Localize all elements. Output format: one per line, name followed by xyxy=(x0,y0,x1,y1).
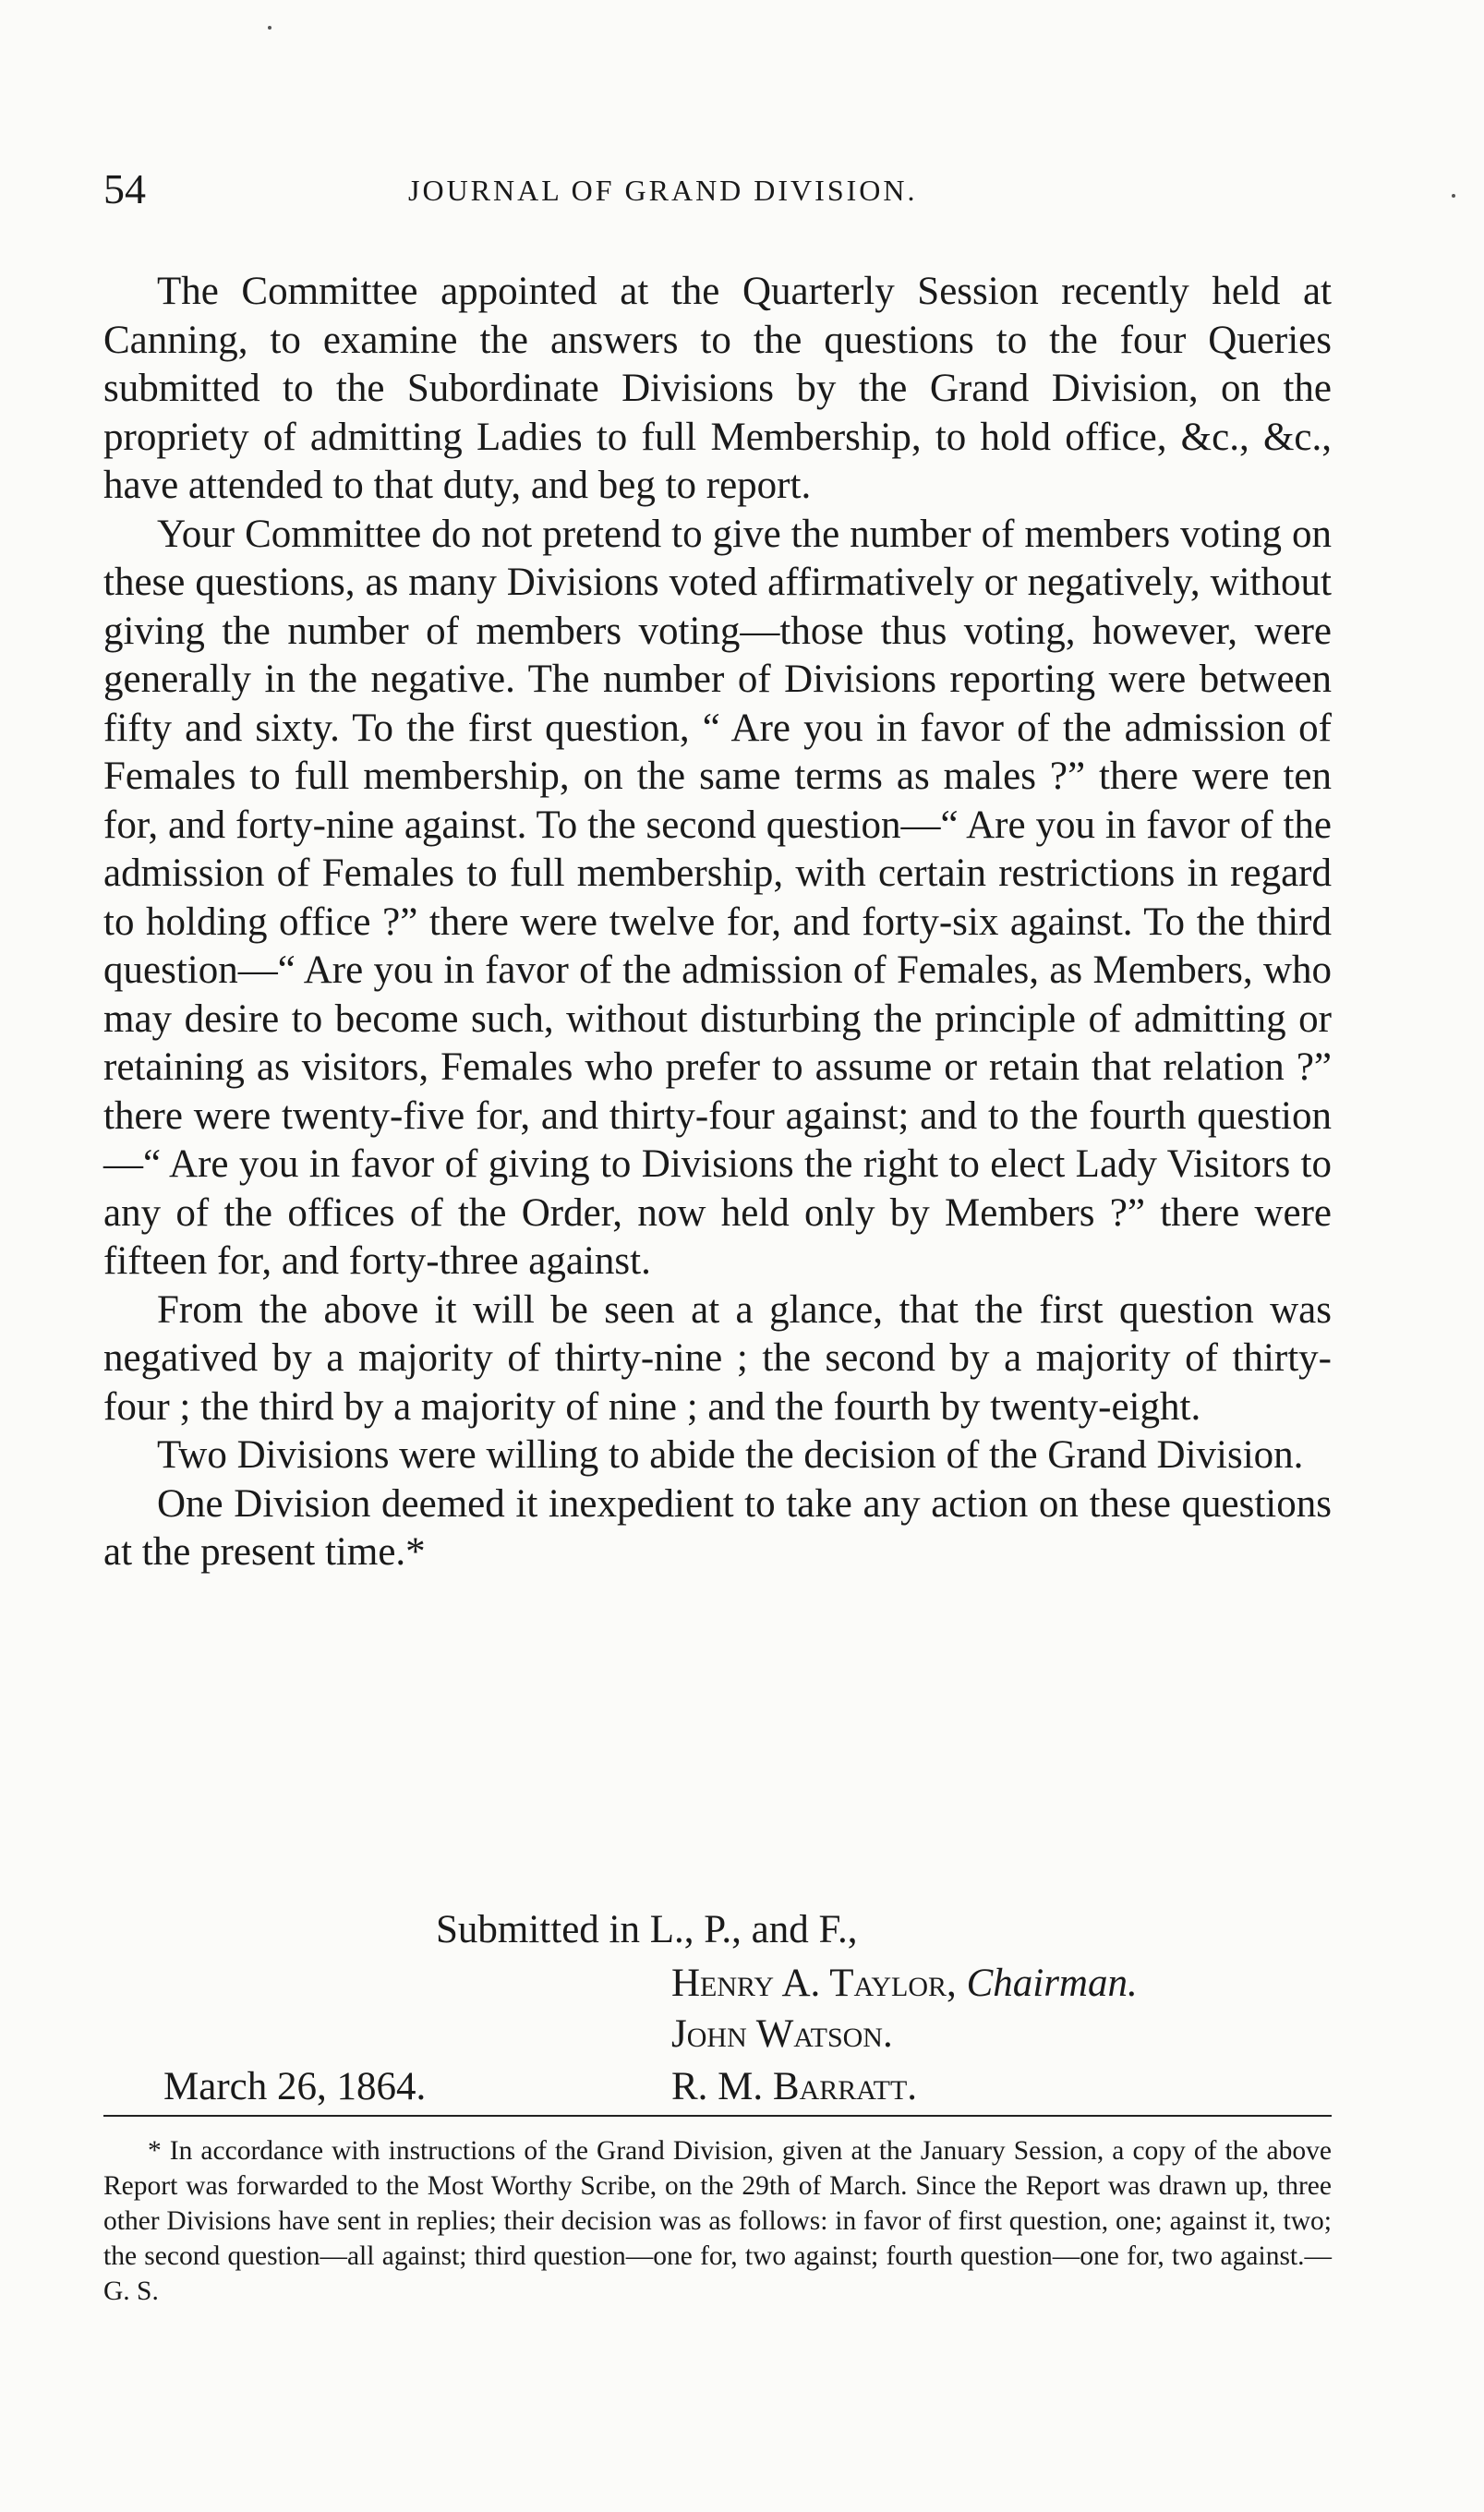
report-body xyxy=(103,268,1332,1577)
paragraph-voting-results: Your Committee do not pretend to give the number of members voting on these questions, as many Divisions voted affirmatively or negatively, without giving the number of members voting—those thus voting, however, were generally in the negative. The number of Divisions reporting were between fifty and sixty. To the first question, “ Are you in favor of the admission of Females to full membership, on the same terms as males ?” there were ten for, and forty-nine against. To the second question—“ Are you in favor of the admission of Females to full membership, with certain restrictions in regard to holding office ?” there were twelve for, and forty-six against. To the third question—“ Are you in favor of the admission of Females, as Members, who may desire to become such, without disturbing the principle of admitting or retaining as visitors, Females who prefer to assume or retain that relation ?” there were twenty-five for, and thirty-four against; and to the fourth question—“ Are you in favor of giving to Divisions the right to elect Lady Visitors to any of the offices of the Order, now held only by Members ?” there were fifteen for, and forty-three against. xyxy=(103,512,1332,1283)
paragraph-committee-intro: The Committee appointed at the Quarterly Session recently held at Canning, to examine the answers to the questions to the four Queries submitted to the Subordinate Divisions by the Grand Division, on the propriety of admitting Ladies to full Membership, to hold office, &c., &c., have attended to that duty, and beg to report. xyxy=(103,270,1332,507)
signature-second: John Watson. xyxy=(671,2012,893,2056)
signer-name: Henry A. Taylor, xyxy=(671,1962,957,2005)
page-number: 54 xyxy=(103,165,146,212)
book-page xyxy=(103,0,1332,2512)
report-date: March 26, 1864. xyxy=(163,2065,427,2108)
paragraph-abide-decision: Two Divisions were willing to abide the decision of the Grand Division. xyxy=(157,1433,1304,1477)
paragraph-majorities: From the above it will be seen at a glance, that the first question was negatived by a majority of thirty-nine ; the second by a majority of thirty-four ; the third by a majority of nine ; and the fourth by twenty-eight. xyxy=(103,1287,1332,1429)
page-header xyxy=(103,164,1332,220)
running-head: JOURNAL OF GRAND DIVISION. xyxy=(408,174,918,207)
print-speck xyxy=(268,26,271,30)
paragraph-inexpedient: One Division deemed it inexpedient to take any action on these questions at the present time.* xyxy=(103,1481,1332,1574)
footnote-text: * In accordance with instructions of the Grand Division, given at the January Session, a copy of the above Report was forwarded to the Most Worthy Scribe, on the 29th of March. Since the Report was drawn up, three other Divisions have sent in replies; their decision was as follows: in favor of first question, one; against it, two; the second question—all against; third question—one for, two against; fourth question—one for, two against.—G. S. xyxy=(103,2136,1332,2306)
signer-role: Chairman. xyxy=(966,1962,1138,2005)
submitted-line: Submitted in L., P., and F., xyxy=(436,1908,858,1951)
signature-chairman xyxy=(671,1961,1138,2006)
footnote xyxy=(103,2133,1332,2309)
signature-third: R. M. Barratt. xyxy=(671,2065,918,2108)
footnote-rule xyxy=(103,2115,1332,2117)
print-speck xyxy=(1452,194,1455,198)
